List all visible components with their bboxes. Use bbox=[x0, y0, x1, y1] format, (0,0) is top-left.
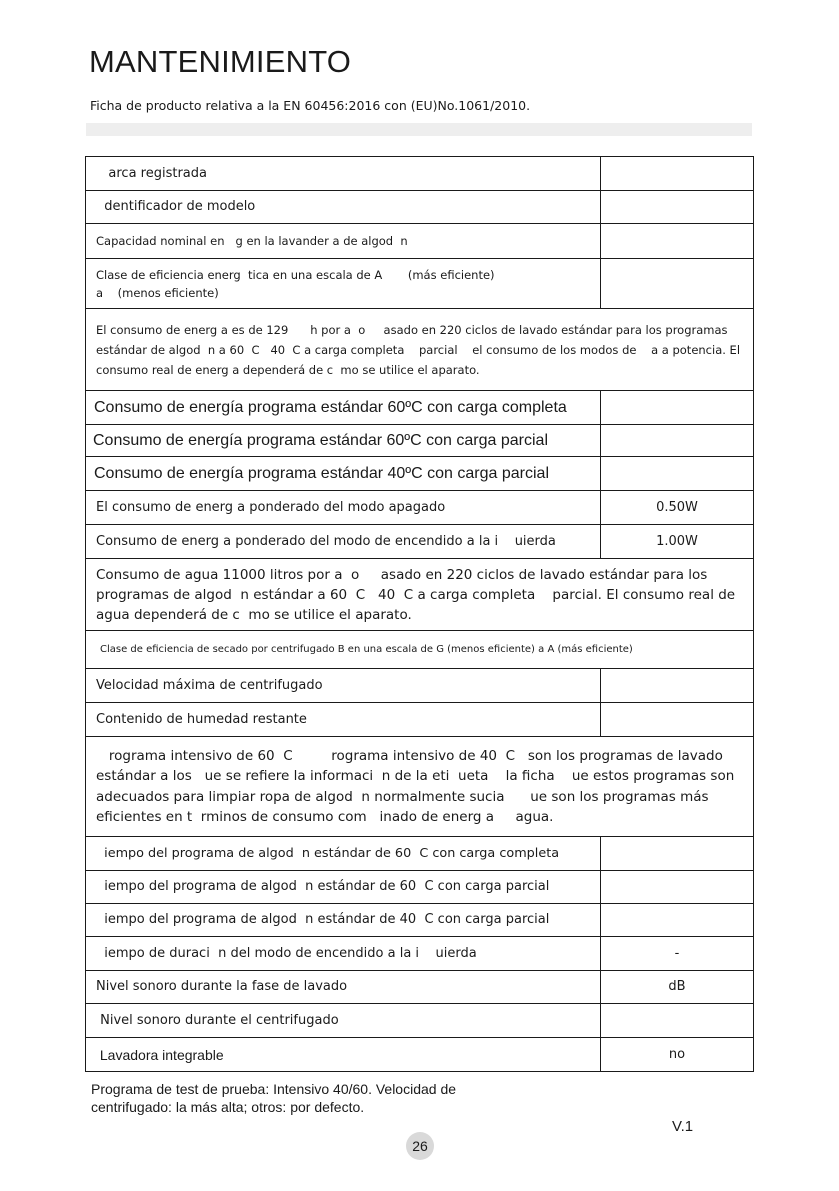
energy-40-partial-value bbox=[601, 457, 754, 491]
power-left-on-value: 1.00W bbox=[601, 525, 754, 559]
table-row bbox=[86, 904, 754, 937]
table-row bbox=[86, 191, 754, 224]
power-off-value: 0.50W bbox=[601, 491, 754, 525]
programs-info-text: rograma intensivo de 60 C rograma intensivo de 40 C son los programas de lavado estándar a los ue se refiere la informaci n de la eti ueta la ficha ue estos programas son adecuados para limpiar ropa de algod n normalmente sucia ue son los programas más eficientes en t rminos de consumo com inado de energ a agua. bbox=[86, 737, 754, 837]
model-value bbox=[601, 191, 754, 224]
spin-class-text: Clase de eficiencia de secado por centrifugado B en una escala de G (menos eficiente) a A (más eficiente) bbox=[86, 631, 754, 669]
grey-divider-bar bbox=[86, 123, 752, 136]
version-label: V.1 bbox=[672, 1118, 694, 1135]
noise-spin-value bbox=[601, 1004, 754, 1038]
energy-60-full-label: Consumo de energía programa estándar 60ºC con carga completa bbox=[86, 391, 601, 425]
table-row bbox=[86, 259, 754, 309]
model-label: dentificador de modelo bbox=[86, 191, 601, 224]
water-consumption-text: Consumo de agua 11000 litros por a o asado en 220 ciclos de lavado estándar para los programas de algod n estándar a 60 C 40 C a carga completa parcial. El consumo real de agua dependerá de c mo se utilice el aparato. bbox=[86, 559, 754, 631]
table-row bbox=[86, 669, 754, 703]
page-subtitle: Ficha de producto relativa a la EN 60456:2016 con (EU)No.1061/2010. bbox=[90, 98, 531, 113]
time-60-partial-value bbox=[601, 871, 754, 904]
moisture-value bbox=[601, 703, 754, 737]
page-title: MANTENIMIENTO bbox=[89, 44, 352, 79]
table-row bbox=[86, 703, 754, 737]
table-row bbox=[86, 525, 754, 559]
table-row bbox=[86, 224, 754, 259]
efficiency-class-label: Clase de eficiencia energ tica en una escala de A (más eficiente) a (menos eficiente) bbox=[86, 259, 601, 309]
time-60-full-label: iempo del programa de algod n estándar de 60 C con carga completa bbox=[86, 837, 601, 871]
table-row bbox=[86, 631, 754, 669]
page-number-badge: 26 bbox=[406, 1132, 434, 1160]
table-row bbox=[86, 491, 754, 525]
time-60-full-value bbox=[601, 837, 754, 871]
table-row bbox=[86, 559, 754, 631]
time-40-partial-value bbox=[601, 904, 754, 937]
energy-60-partial-label: Consumo de energía programa estándar 60ºC con carga parcial bbox=[86, 425, 601, 457]
power-off-label: El consumo de energ a ponderado del modo apagado bbox=[86, 491, 601, 525]
noise-wash-label: Nivel sonoro durante la fase de lavado bbox=[86, 971, 601, 1004]
table-row bbox=[86, 1038, 754, 1072]
time-60-partial-label: iempo del programa de algod n estándar de 60 C con carga parcial bbox=[86, 871, 601, 904]
table-row bbox=[86, 737, 754, 837]
capacity-value bbox=[601, 224, 754, 259]
energy-60-partial-value bbox=[601, 425, 754, 457]
product-fiche-table bbox=[85, 156, 754, 1072]
table-row bbox=[86, 837, 754, 871]
left-on-duration-label: iempo de duraci n del modo de encendido a la i uierda bbox=[86, 937, 601, 971]
efficiency-class-value bbox=[601, 259, 754, 309]
built-in-value: no bbox=[601, 1038, 754, 1072]
built-in-label: Lavadora integrable bbox=[86, 1038, 601, 1072]
power-left-on-label: Consumo de energ a ponderado del modo de encendido a la i uierda bbox=[86, 525, 601, 559]
energy-60-full-value bbox=[601, 391, 754, 425]
test-program-note: Programa de test de prueba: Intensivo 40/60. Velocidad de centrifugado: la más alta; otros: por defecto. bbox=[91, 1081, 457, 1115]
max-spin-value bbox=[601, 669, 754, 703]
trademark-label: arca registrada bbox=[86, 157, 601, 191]
table-row bbox=[86, 937, 754, 971]
table-row bbox=[86, 157, 754, 191]
max-spin-label: Velocidad máxima de centrifugado bbox=[86, 669, 601, 703]
table-row bbox=[86, 457, 754, 491]
table-row bbox=[86, 1004, 754, 1038]
table-row bbox=[86, 871, 754, 904]
table-row bbox=[86, 971, 754, 1004]
left-on-duration-value: - bbox=[601, 937, 754, 971]
table-row bbox=[86, 425, 754, 457]
energy-40-partial-label: Consumo de energía programa estándar 40ºC con carga parcial bbox=[86, 457, 601, 491]
table-row bbox=[86, 391, 754, 425]
table-row bbox=[86, 309, 754, 391]
trademark-value bbox=[601, 157, 754, 191]
noise-wash-value: dB bbox=[601, 971, 754, 1004]
moisture-label: Contenido de humedad restante bbox=[86, 703, 601, 737]
noise-spin-label: Nivel sonoro durante el centrifugado bbox=[86, 1004, 601, 1038]
time-40-partial-label: iempo del programa de algod n estándar de 40 C con carga parcial bbox=[86, 904, 601, 937]
energy-consumption-text: El consumo de energ a es de 129 h por a o asado en 220 ciclos de lavado estándar para los programas estándar de algod n a 60 C 40 C a carga completa parcial el consumo de los modos de a a potencia. El consumo real de energ a dependerá de c mo se utilice el aparato. bbox=[86, 309, 754, 391]
capacity-label: Capacidad nominal en g en la lavander a de algod n bbox=[86, 224, 601, 259]
